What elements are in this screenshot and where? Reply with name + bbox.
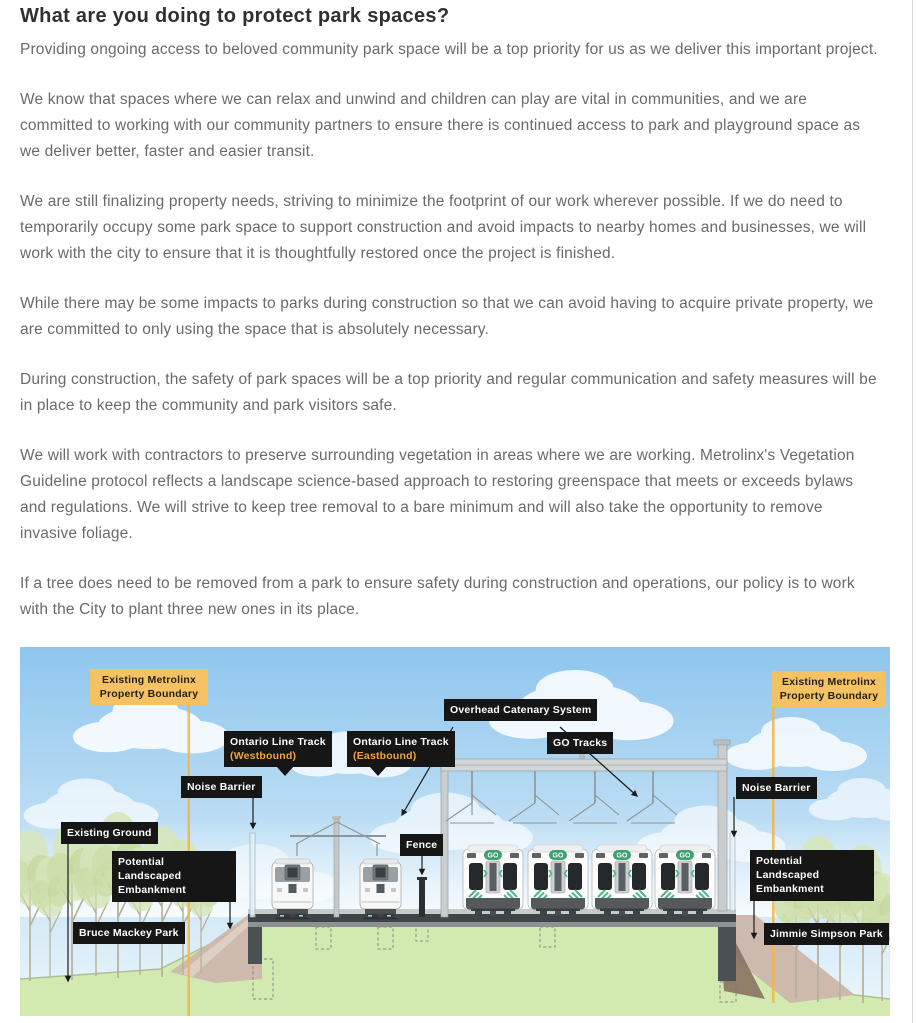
label-existing-ground: Existing Ground bbox=[61, 822, 158, 844]
page-right-border bbox=[912, 0, 913, 1023]
noise-barrier-right-panel bbox=[730, 833, 735, 911]
label-noise-barrier-right: Noise Barrier bbox=[736, 777, 817, 799]
label-fence: Fence bbox=[400, 834, 443, 856]
label-ontario-line-track-westbound bbox=[224, 731, 332, 767]
label-go-tracks: GO Tracks bbox=[547, 732, 613, 754]
label-jimmie-simpson-park: Jimmie Simpson Park bbox=[764, 923, 889, 945]
page-title: What are you doing to protect park spaces? bbox=[20, 5, 450, 27]
label-property-boundary-left: Existing Metrolinx Property Boundary bbox=[90, 669, 208, 705]
paragraph-2: We know that spaces where we can relax and unwind and children can play are vital in communities, and we are committed to working with our community partners to ensure there is continued access to park and playground space as we deliver better, faster and easier transit. bbox=[20, 91, 861, 160]
label-property-boundary-right: Existing Metrolinx Property Boundary bbox=[772, 671, 886, 707]
label-overhead-catenary-system: Overhead Catenary System bbox=[444, 699, 597, 721]
paragraph-3: We are still finalizing property needs, striving to minimize the footprint of our work wherever possible. If we do need to temporarily occupy some park space to support construction and avoid impacts to nearby homes and businesses, we will work with the city to ensure that it is thoughtfully restored once the project is finished. bbox=[20, 193, 867, 262]
label-embankment-left: Potential Landscaped Embankment bbox=[112, 851, 236, 902]
paragraph-6: We will work with contractors to preserve surrounding vegetation in areas where we are working. Metrolinx's Vegetation Guideline protocol reflects a landscape science-based approach to restoring greenspace that meets or exceeds bylaws and regulations. We will strive to keep tree removal to a bare minimum and will also take the opportunity to remove invasive foliage. bbox=[20, 447, 855, 542]
go-train-3 bbox=[592, 845, 652, 917]
ol-track-text: Ontario Line Track bbox=[230, 736, 326, 748]
paragraph-4: While there may be some impacts to parks during construction so that we can avoid having to acquire private property, we are committed to only using the space that is absolutely necessary. bbox=[20, 295, 874, 338]
label-embankment-right: Potential Landscaped Embankment bbox=[750, 850, 874, 901]
label-bruce-mackey-park: Bruce Mackey Park bbox=[73, 922, 185, 944]
ontario-line-train-eastbound bbox=[360, 859, 401, 919]
label-noise-barrier-left: Noise Barrier bbox=[181, 776, 262, 798]
go-train-4 bbox=[655, 845, 715, 917]
label-ontario-line-track-eastbound bbox=[347, 731, 455, 767]
corridor-cross-section-diagram bbox=[20, 647, 890, 1016]
label-pointer bbox=[276, 766, 294, 776]
label-pointer bbox=[369, 766, 387, 776]
go-train-1 bbox=[463, 845, 523, 917]
ol-westbound-text: (Westbound) bbox=[230, 750, 297, 763]
ol-eastbound-text: (Eastbound) bbox=[353, 750, 417, 763]
ontario-line-train-westbound bbox=[272, 859, 313, 919]
paragraph-7: If a tree does need to be removed from a park to ensure safety during construction and operations, our policy is to work with the City to plant three new ones in its place. bbox=[20, 575, 855, 618]
paragraph-1: Providing ongoing access to beloved community park space will be a top priority for us as we deliver this important project. bbox=[20, 41, 878, 58]
go-train-2 bbox=[528, 845, 588, 917]
paragraph-5: During construction, the safety of park spaces will be a top priority and regular communication and safety measures will be in place to keep the community and park visitors safe. bbox=[20, 371, 877, 414]
noise-barrier-left-panel bbox=[250, 833, 255, 917]
ol-track-text: Ontario Line Track bbox=[353, 736, 449, 748]
article-content bbox=[20, 0, 883, 1016]
